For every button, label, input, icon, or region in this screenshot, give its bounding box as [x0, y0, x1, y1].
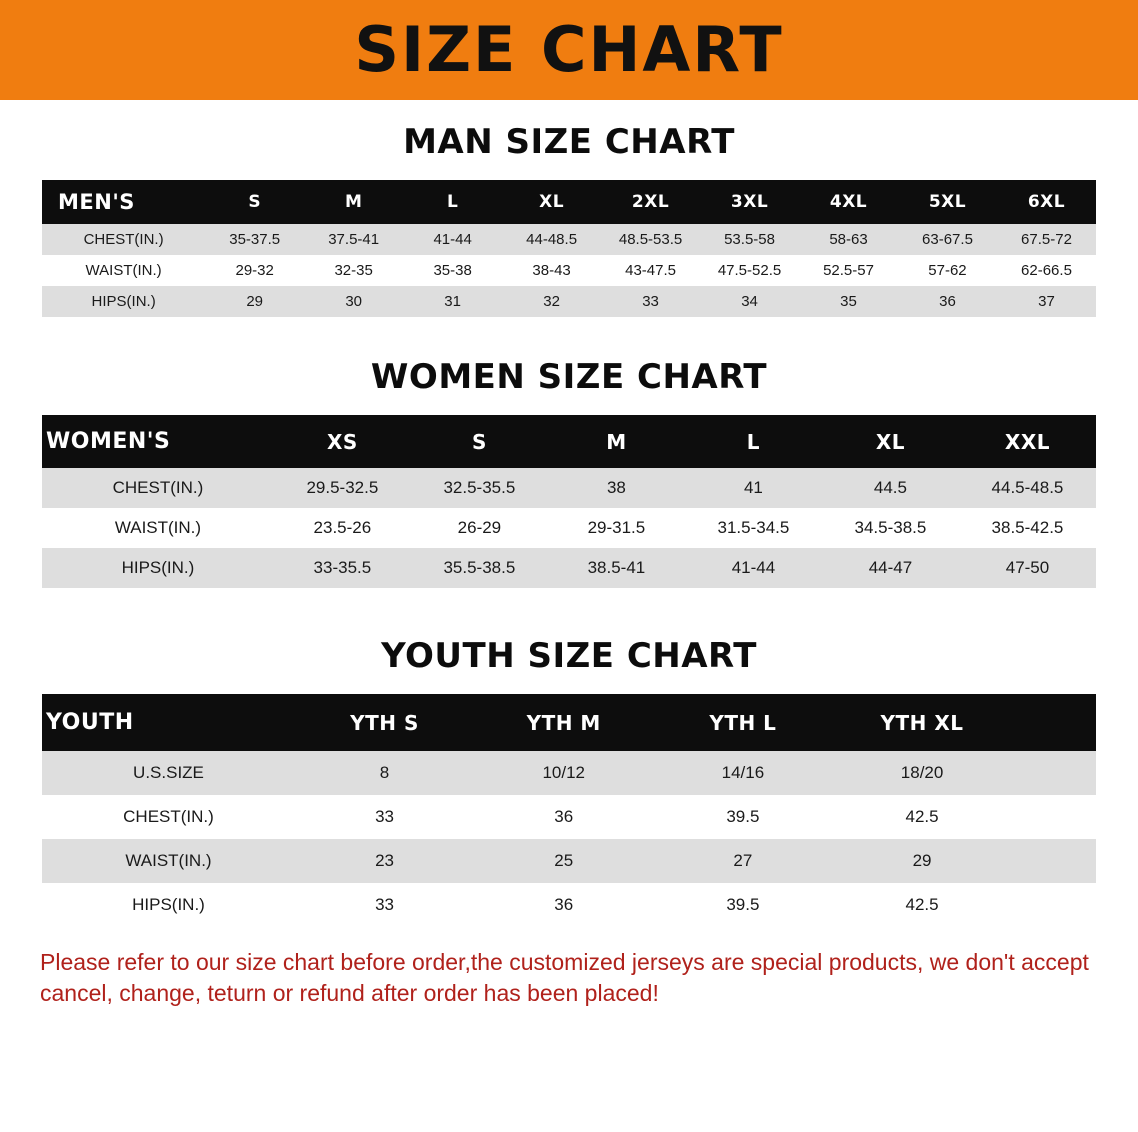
table-cell: 29: [832, 839, 1011, 883]
table-cell: 63-67.5: [898, 224, 997, 255]
youth-header-spacer: [1012, 694, 1096, 751]
table-cell: 23: [295, 839, 474, 883]
table-cell: 52.5-57: [799, 255, 898, 286]
women-header-cell: XS: [274, 415, 411, 468]
man-header-cell: L: [403, 180, 502, 224]
table-cell: 47.5-52.5: [700, 255, 799, 286]
table-cell: 35: [799, 286, 898, 317]
women-header-cell: S: [411, 415, 548, 468]
table-cell: 42.5: [832, 795, 1011, 839]
table-row: [42, 508, 1096, 548]
youth-table-wrapper: [42, 694, 1096, 927]
table-row: [42, 751, 1096, 795]
table-cell: 31: [403, 286, 502, 317]
table-row: [42, 255, 1096, 286]
man-header-cell: 6XL: [997, 180, 1096, 224]
table-cell: 31.5-34.5: [685, 508, 822, 548]
youth-table-header: [42, 694, 1096, 751]
table-cell: 33: [295, 795, 474, 839]
page-title: SIZE CHART: [354, 13, 784, 86]
man-header-cell: 3XL: [700, 180, 799, 224]
table-cell: 42.5: [832, 883, 1011, 927]
man-table-body: [42, 224, 1096, 317]
table-cell: 38-43: [502, 255, 601, 286]
youth-header-cell: YTH M: [474, 694, 653, 751]
table-cell: 67.5-72: [997, 224, 1096, 255]
table-cell: 33-35.5: [274, 548, 411, 588]
table-cell: 38.5-42.5: [959, 508, 1096, 548]
table-cell: 41: [685, 468, 822, 508]
youth-header-cell: YTH L: [653, 694, 832, 751]
table-cell: 23.5-26: [274, 508, 411, 548]
table-cell: 36: [898, 286, 997, 317]
row-label: HIPS(IN.): [42, 883, 295, 927]
table-row: [42, 468, 1096, 508]
row-label: HIPS(IN.): [42, 286, 205, 317]
women-table-wrapper: [42, 415, 1096, 588]
table-header-row: [42, 415, 1096, 468]
table-cell: 39.5: [653, 795, 832, 839]
table-cell: 35.5-38.5: [411, 548, 548, 588]
table-cell: 29-32: [205, 255, 304, 286]
banner: [0, 0, 1138, 100]
table-cell: 10/12: [474, 751, 653, 795]
women-section-heading: WOMEN SIZE CHART: [370, 357, 768, 397]
table-cell-spacer: [1012, 751, 1096, 795]
youth-header-cell: YOUTH: [42, 694, 295, 751]
row-label: WAIST(IN.): [42, 255, 205, 286]
table-cell: 38: [548, 468, 685, 508]
table-row: [42, 795, 1096, 839]
table-cell: 32.5-35.5: [411, 468, 548, 508]
table-row: [42, 286, 1096, 317]
women-header-cell: L: [685, 415, 822, 468]
table-cell: 39.5: [653, 883, 832, 927]
table-cell: 44-47: [822, 548, 959, 588]
table-cell: 62-66.5: [997, 255, 1096, 286]
table-cell: 43-47.5: [601, 255, 700, 286]
man-header-cell: 4XL: [799, 180, 898, 224]
row-label: U.S.SIZE: [42, 751, 295, 795]
row-label: CHEST(IN.): [42, 224, 205, 255]
row-label: CHEST(IN.): [42, 468, 274, 508]
man-header-cell: XL: [502, 180, 601, 224]
table-cell: 44.5: [822, 468, 959, 508]
table-cell: 48.5-53.5: [601, 224, 700, 255]
women-table-header: [42, 415, 1096, 468]
table-cell: 36: [474, 795, 653, 839]
table-cell: 29: [205, 286, 304, 317]
table-cell: 36: [474, 883, 653, 927]
table-cell: 35-38: [403, 255, 502, 286]
table-cell: 38.5-41: [548, 548, 685, 588]
table-cell: 29.5-32.5: [274, 468, 411, 508]
row-label: WAIST(IN.): [42, 839, 295, 883]
table-cell: 32-35: [304, 255, 403, 286]
table-cell: 32: [502, 286, 601, 317]
table-cell: 25: [474, 839, 653, 883]
table-row: [42, 883, 1096, 927]
table-cell: 37: [997, 286, 1096, 317]
man-size-table: [42, 180, 1096, 317]
table-header-row: [42, 694, 1096, 751]
table-cell-spacer: [1012, 883, 1096, 927]
man-section-heading: MAN SIZE CHART: [403, 122, 735, 162]
women-table-body: [42, 468, 1096, 588]
youth-header-cell: YTH S: [295, 694, 474, 751]
man-header-cell: MEN'S: [42, 180, 205, 224]
table-cell: 37.5-41: [304, 224, 403, 255]
youth-section-heading: YOUTH SIZE CHART: [381, 636, 757, 676]
man-header-cell: 5XL: [898, 180, 997, 224]
man-table-wrapper: [42, 180, 1096, 317]
row-label: CHEST(IN.): [42, 795, 295, 839]
table-row: [42, 224, 1096, 255]
table-cell: 47-50: [959, 548, 1096, 588]
table-cell: 41-44: [403, 224, 502, 255]
table-cell: 27: [653, 839, 832, 883]
women-header-cell: XL: [822, 415, 959, 468]
women-size-table: [42, 415, 1096, 588]
table-cell-spacer: [1012, 839, 1096, 883]
youth-table-body: [42, 751, 1096, 927]
women-header-cell: WOMEN'S: [42, 415, 274, 468]
table-cell: 33: [601, 286, 700, 317]
table-cell: 18/20: [832, 751, 1011, 795]
women-header-cell: M: [548, 415, 685, 468]
disclaimer-note: Please refer to our size chart before order,the customized jerseys are special products, we don't accept cancel, change, teturn or refund after order has been placed!: [40, 949, 1089, 1007]
row-label: HIPS(IN.): [42, 548, 274, 588]
man-header-cell: 2XL: [601, 180, 700, 224]
table-cell: 57-62: [898, 255, 997, 286]
table-cell: 34.5-38.5: [822, 508, 959, 548]
table-cell: 35-37.5: [205, 224, 304, 255]
table-row: [42, 548, 1096, 588]
table-cell: 8: [295, 751, 474, 795]
youth-size-table: [42, 694, 1096, 927]
table-row: [42, 839, 1096, 883]
table-cell-spacer: [1012, 795, 1096, 839]
table-cell: 41-44: [685, 548, 822, 588]
table-cell: 29-31.5: [548, 508, 685, 548]
table-cell: 44-48.5: [502, 224, 601, 255]
table-header-row: [42, 180, 1096, 224]
table-cell: 34: [700, 286, 799, 317]
table-cell: 44.5-48.5: [959, 468, 1096, 508]
table-cell: 53.5-58: [700, 224, 799, 255]
table-cell: 33: [295, 883, 474, 927]
table-cell: 30: [304, 286, 403, 317]
women-header-cell: XXL: [959, 415, 1096, 468]
table-cell: 58-63: [799, 224, 898, 255]
man-header-cell: M: [304, 180, 403, 224]
youth-header-cell: YTH XL: [832, 694, 1011, 751]
table-cell: 26-29: [411, 508, 548, 548]
man-table-header: [42, 180, 1096, 224]
row-label: WAIST(IN.): [42, 508, 274, 548]
table-cell: 14/16: [653, 751, 832, 795]
man-header-cell: S: [205, 180, 304, 224]
